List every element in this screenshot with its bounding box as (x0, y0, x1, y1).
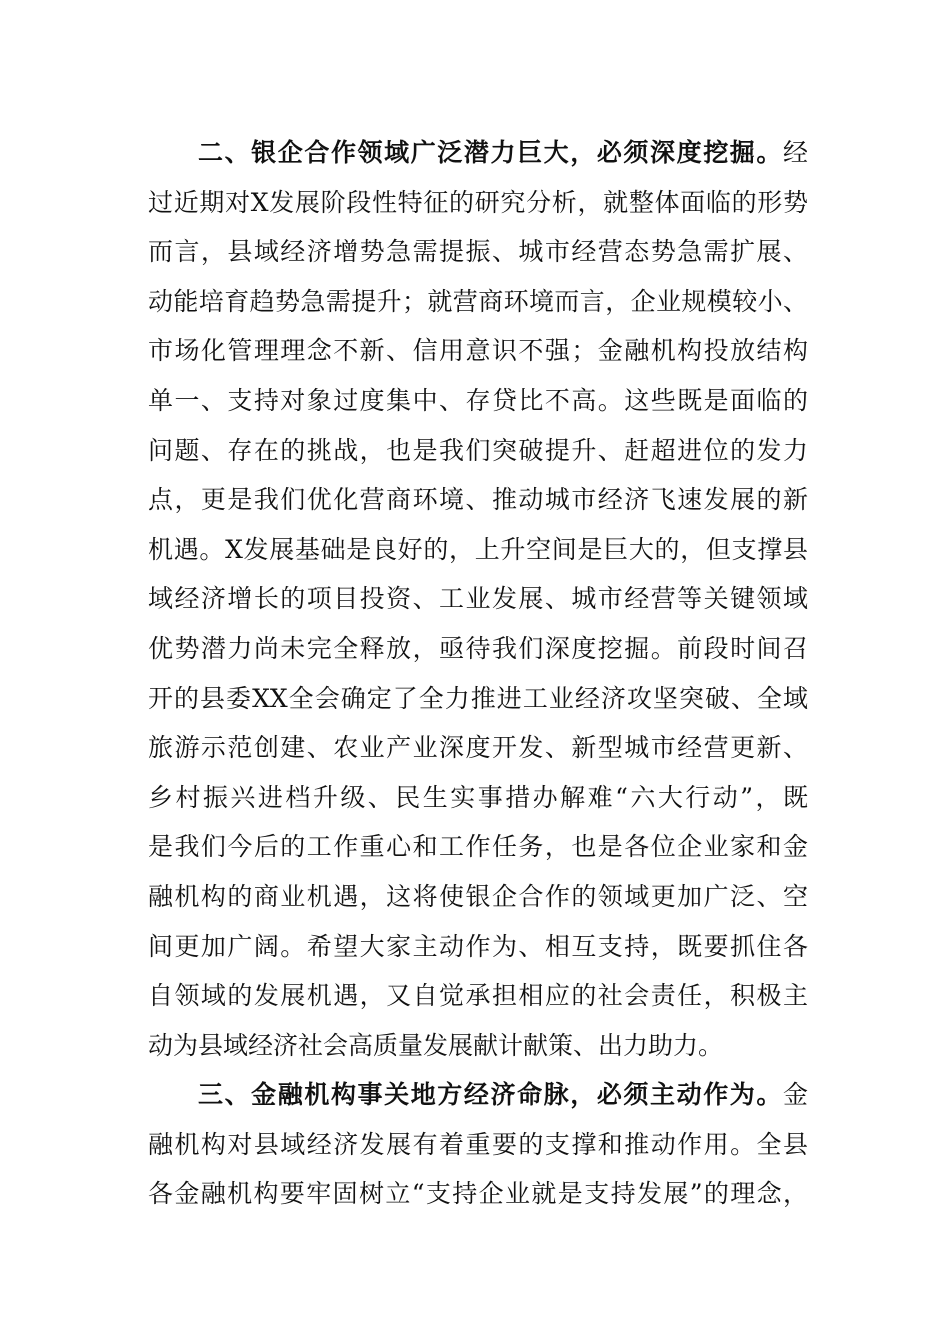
section3-heading: 三、金融机构事关地方经济命脉，必须主动作为。 (198, 1080, 783, 1110)
document-body (148, 128, 808, 1219)
section2-line: 域经济增长的项目投资、工业发展、城市经营等关键领域 (148, 584, 808, 614)
section2-line: 开的县委XX全会确定了全力推进工业经济攻坚突破、全域 (148, 683, 808, 713)
section2-line: 点，更是我们优化营商环境、推动城市经济飞速发展的新 (148, 485, 808, 515)
section3-line: 融机构对县域经济发展有着重要的支撑和推动作用。全县 (148, 1129, 808, 1159)
section2-first-line-tail: 经 (782, 138, 808, 167)
section2-line: 市场化管理理念不新、信用意识不强；金融机构投放结构 (148, 336, 808, 366)
section3-first-line (148, 1070, 808, 1120)
section2-line: 乡村振兴进档升级、民生实事措办解难“六大行动”，既 (148, 782, 808, 812)
section3-first-line-tail: 金 (782, 1080, 808, 1110)
section2-line: 过近期对X发展阶段性特征的研究分析，就整体面临的形势 (148, 187, 808, 217)
section2-first-line (148, 128, 808, 178)
section2-line: 优势潜力尚未完全释放，亟待我们深度挖掘。前段时间召 (148, 633, 808, 663)
section2-line: 动能培育趋势急需提升；就营商环境而言，企业规模较小、 (148, 286, 808, 316)
section2-line: 旅游示范创建、农业产业深度开发、新型城市经营更新、 (148, 733, 808, 763)
section2-line: 问题、存在的挑战，也是我们突破提升、赶超进位的发力 (148, 435, 808, 465)
section2-last-line: 动为县域经济社会高质量发展献计献策、出力助力。 (148, 1030, 724, 1060)
section2-line: 单一、支持对象过度集中、存贷比不高。这些既是面临的 (148, 385, 808, 415)
section2-line: 自领域的发展机遇，又自觉承担相应的社会责任，积极主 (148, 981, 808, 1011)
section2-heading: 二、银企合作领域广泛潜力巨大，必须深度挖掘。 (198, 138, 783, 167)
section2-line: 机遇。X发展基础是良好的，上升空间是巨大的，但支撑县 (148, 534, 808, 564)
section3-line: 各金融机构要牢固树立“支持企业就是支持发展”的理念， (148, 1179, 808, 1209)
section2-line: 融机构的商业机遇，这将使银企合作的领域更加广泛、空 (148, 881, 808, 911)
section2-line: 而言，县域经济增势急需提振、城市经营态势急需扩展、 (148, 237, 808, 267)
section2-line: 是我们今后的工作重心和工作任务，也是各位企业家和金 (148, 832, 808, 862)
section2-line: 间更加广阔。希望大家主动作为、相互支持，既要抓住各 (148, 931, 808, 961)
